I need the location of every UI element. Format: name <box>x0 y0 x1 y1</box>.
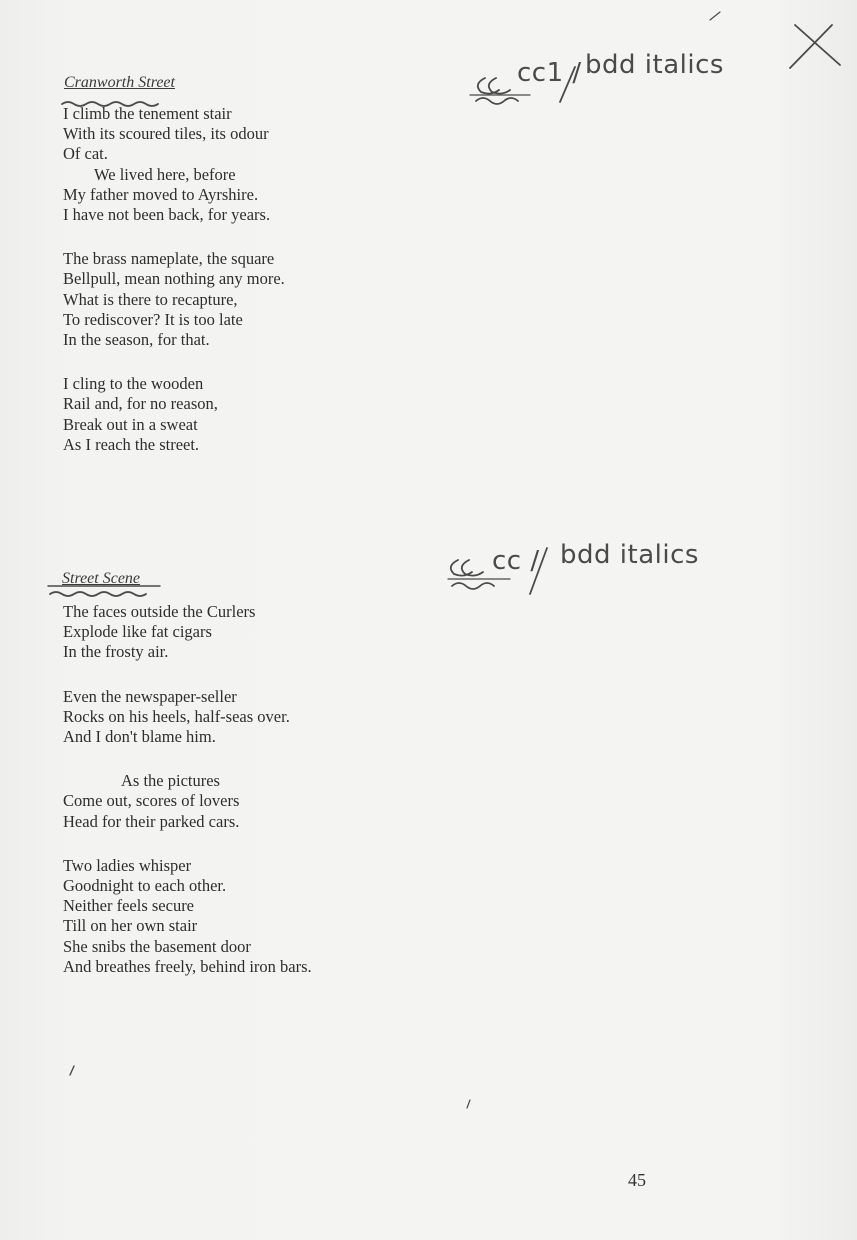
poem-line: Goodnight to each other. <box>63 876 227 896</box>
poem-line: My father moved to Ayrshire. <box>63 184 259 204</box>
handwritten-note-bold-italics-2: bdd italics <box>560 540 699 570</box>
poem-line: I climb the tenement stair <box>63 104 232 123</box>
poem-line: To rediscover? It is too late <box>63 309 243 329</box>
poem-line: The brass nameplate, the square <box>63 249 275 269</box>
poem-line: And I don't blame him. <box>63 727 216 747</box>
poem-cranworth-street <box>63 104 285 455</box>
poem-line: I cling to the wooden <box>63 374 204 394</box>
poem-line: Till on her own stair <box>63 916 198 936</box>
poem-line: Bellpull, mean nothing any more. <box>63 269 285 289</box>
poem-line: Two ladies whisper <box>63 855 192 875</box>
page-number: 45 <box>628 1170 646 1190</box>
poem-line: We lived here, before <box>94 164 236 184</box>
poem-street-scene <box>63 602 312 977</box>
poem-line: Rail and, for no reason, <box>63 394 218 414</box>
poem-line: In the season, for that. <box>63 330 210 350</box>
poem-title-cranworth-street: Cranworth Street <box>64 74 175 91</box>
poem-line: With its scoured tiles, its odour <box>63 124 269 144</box>
handwritten-note-bold-italics-1: bdd italics <box>585 50 724 80</box>
poem-line: What is there to recapture, <box>63 289 238 309</box>
poem-line: She snibs the basement door <box>63 936 251 956</box>
poem-line: Head for their parked cars. <box>63 811 240 831</box>
poem-line: Explode like fat cigars <box>63 622 212 642</box>
poem-title-street-scene: Street Scene <box>62 570 141 587</box>
poem-line: Come out, scores of lovers <box>63 791 240 811</box>
poem-line: Even the newspaper-seller <box>63 686 237 706</box>
poem-line: In the frosty air. <box>63 642 169 662</box>
poem-line: Of cat. <box>63 144 108 164</box>
poem-line: The faces outside the Curlers <box>63 602 256 621</box>
poem-line: Rocks on his heels, half-seas over. <box>63 706 290 726</box>
poem-line: Break out in a sweat <box>63 414 198 434</box>
poem-line: And breathes freely, behind iron bars. <box>63 956 312 976</box>
poem-line: Neither feels secure <box>63 896 195 916</box>
poem-line: I have not been back, for years. <box>63 205 271 225</box>
mark-cc1: cc1 / <box>517 58 582 88</box>
poem-line: As the pictures <box>121 771 220 791</box>
poem-line: As I reach the street. <box>63 434 200 454</box>
mark-cc: cc / <box>492 546 540 576</box>
